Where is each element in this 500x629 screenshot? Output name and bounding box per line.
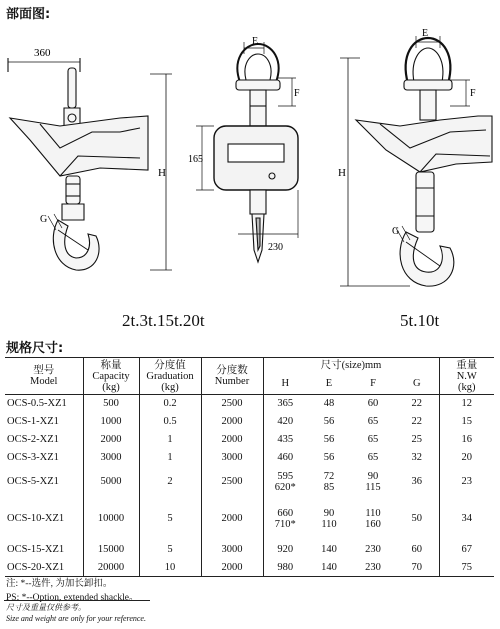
cell-model: OCS-20-XZ1 — [7, 561, 65, 573]
cell-nw: 20 — [439, 449, 494, 467]
cell-e: 56 — [323, 434, 335, 445]
middle-depth-dim: 230 — [268, 242, 283, 253]
cell-h: 460 — [263, 449, 307, 467]
cell-h: 595 620* — [263, 467, 307, 497]
cell-e: 90 110 — [321, 507, 337, 530]
cell-h: 920 — [263, 541, 307, 559]
cell-h: 980 — [263, 559, 307, 577]
cell-f: 90 115 — [365, 470, 381, 493]
cell-model: OCS-1-XZ1 — [7, 416, 59, 427]
cell-number: 2000 — [201, 497, 263, 541]
cell-h: 435 — [263, 431, 307, 449]
table-row — [5, 395, 494, 413]
cell-e: 56 — [323, 416, 335, 427]
header-model: 型号 Model — [30, 365, 58, 387]
cell-number: 3000 — [201, 449, 263, 467]
header-size-group: 尺寸(size)mm — [263, 358, 439, 373]
table-row — [5, 467, 494, 497]
cell-f: 230 — [365, 561, 381, 573]
cell-e: 140 — [321, 544, 337, 555]
cell-number: 2000 — [201, 413, 263, 431]
cell-capacity: 20000 — [83, 559, 139, 577]
cell-e: 140 — [321, 561, 337, 573]
left-width-dim: 360 — [34, 47, 51, 59]
note-divider — [4, 600, 150, 601]
cell-number: 2500 — [201, 467, 263, 497]
crane-scale-drawings — [0, 20, 500, 340]
header-graduation: 分度值 Graduation (kg) — [139, 358, 201, 395]
header-e: E — [325, 377, 333, 389]
table-row — [5, 413, 494, 431]
note-cn: 注: *--选件, 为加长卸扣。 — [6, 579, 113, 589]
note-en: PS: *--Option, extended shackle。 — [6, 593, 139, 603]
cell-graduation: 1 — [139, 449, 201, 467]
dimension-drawing-heading: 部面图: — [6, 7, 51, 22]
right-caption: 5t.10t — [400, 311, 440, 330]
cell-graduation: 1 — [139, 431, 201, 449]
cell-graduation: 5 — [139, 541, 201, 559]
cell-nw: 23 — [439, 467, 494, 497]
cell-capacity: 3000 — [83, 449, 139, 467]
cell-number: 3000 — [201, 541, 263, 559]
disclaimer-cn: 尺寸及重量仅供参考。 — [6, 603, 86, 612]
left-scale-drawing — [8, 58, 172, 270]
cell-model: OCS-2-XZ1 — [7, 434, 59, 445]
cell-h: 660 710* — [263, 497, 307, 541]
cell-h: 365 — [263, 395, 307, 413]
cell-model: OCS-5-XZ1 — [7, 476, 59, 487]
right-e-dim: E — [422, 28, 429, 39]
cell-model: OCS-3-XZ1 — [7, 452, 59, 463]
cell-graduation: 0.5 — [139, 413, 201, 431]
cell-e: 56 — [323, 452, 335, 463]
cell-g: 22 — [411, 398, 422, 410]
cell-number: 2500 — [201, 395, 263, 413]
cell-nw: 67 — [439, 541, 494, 559]
right-f-dim: F — [470, 88, 476, 99]
header-weight: 重量 N.W (kg) — [439, 358, 494, 395]
cell-h: 420 — [263, 413, 307, 431]
middle-scale-drawing — [196, 42, 298, 262]
middle-e-dim: E — [252, 36, 259, 47]
cell-nw: 16 — [439, 431, 494, 449]
cell-g: 36 — [411, 476, 422, 487]
disclaimer-en: Size and weight are only for your reference. — [6, 614, 146, 623]
header-capacity: 称量 Capacity (kg) — [83, 358, 139, 395]
left-height-dim: H — [158, 167, 166, 179]
cell-g: 25 — [411, 434, 422, 445]
cell-capacity: 500 — [83, 395, 139, 413]
cell-graduation: 0.2 — [139, 395, 201, 413]
cell-nw: 34 — [439, 497, 494, 541]
cell-e: 72 85 — [323, 470, 335, 493]
middle-f-dim: F — [294, 88, 300, 99]
spec-table-heading: 规格尺寸: — [6, 341, 64, 356]
table-row — [5, 559, 494, 577]
table-row — [5, 497, 494, 541]
cell-capacity: 10000 — [83, 497, 139, 541]
cell-g: 22 — [411, 416, 422, 427]
cell-capacity: 1000 — [83, 413, 139, 431]
right-g-dim: G — [392, 226, 400, 237]
middle-height-dim: 165 — [188, 154, 203, 165]
cell-g: 50 — [411, 513, 422, 524]
header-number: 分度数 Number — [201, 358, 263, 395]
cell-number: 2000 — [201, 431, 263, 449]
table-row — [5, 431, 494, 449]
cell-model: OCS-0.5-XZ1 — [7, 398, 67, 410]
header-g: G — [412, 377, 421, 389]
table-row — [5, 449, 494, 467]
left-caption: 2t.3t.15t.20t — [122, 311, 205, 330]
cell-nw: 75 — [439, 559, 494, 577]
cell-g: 60 — [411, 544, 422, 555]
header-h: H — [263, 372, 307, 395]
left-g-dim: G — [40, 214, 48, 225]
spec-table — [5, 357, 494, 577]
cell-f: 60 — [367, 398, 379, 410]
cell-model: OCS-10-XZ1 — [7, 513, 65, 524]
cell-e: 48 — [323, 398, 335, 410]
cell-capacity: 5000 — [83, 467, 139, 497]
cell-number: 2000 — [201, 559, 263, 577]
cell-capacity: 2000 — [83, 431, 139, 449]
right-scale-drawing — [340, 36, 492, 286]
cell-f: 65 — [367, 452, 379, 463]
table-row — [5, 541, 494, 559]
cell-g: 32 — [411, 452, 422, 463]
cell-graduation: 5 — [139, 497, 201, 541]
cell-f: 230 — [365, 544, 381, 555]
cell-graduation: 2 — [139, 467, 201, 497]
cell-model: OCS-15-XZ1 — [7, 544, 65, 555]
cell-nw: 12 — [439, 395, 494, 413]
cell-graduation: 10 — [139, 559, 201, 577]
cell-g: 70 — [411, 561, 422, 573]
cell-f: 65 — [367, 434, 379, 445]
cell-nw: 15 — [439, 413, 494, 431]
header-f: F — [370, 377, 376, 389]
cell-f: 65 — [367, 416, 379, 427]
cell-capacity: 15000 — [83, 541, 139, 559]
cell-f: 110 160 — [365, 507, 381, 530]
right-height-dim: H — [338, 167, 346, 179]
